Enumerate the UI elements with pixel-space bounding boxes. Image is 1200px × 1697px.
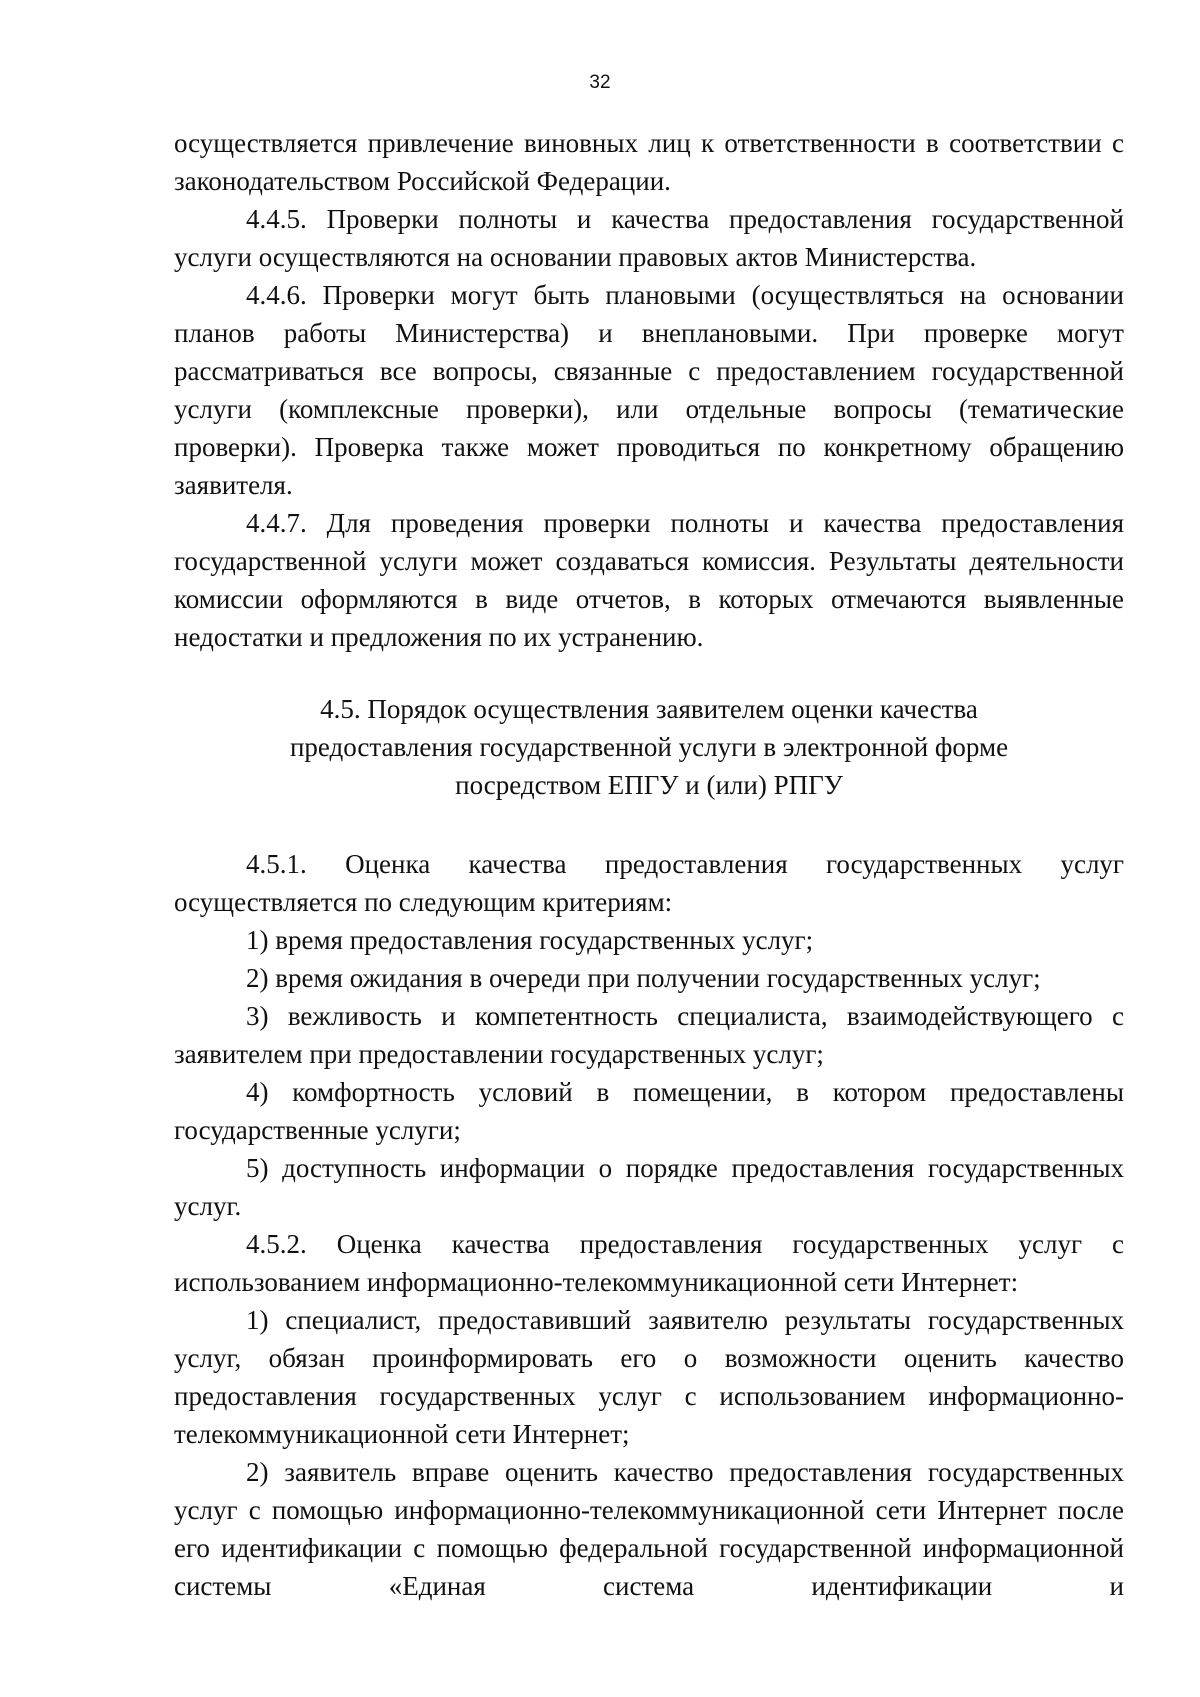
internet-item: 2) заявитель вправе оценить качество предоставления государственных услуг с помощью информационно-телекоммуникационной сети Интернет после его идентификации с помощью федеральной государственной информационной системы «Единая система идентификации и	[174, 1457, 1124, 1601]
criteria-item: 3) вежливость и компетентность специалиста, взаимодействующего с заявителем при предоставлении государственных услуг;	[174, 1001, 1124, 1069]
paragraph-4-4-7: 4.4.7. Для проведения проверки полноты и качества предоставления государственной услуги может создаваться комиссия. Результаты деятельности комиссии оформляются в виде отчетов, в которых отмечаются выявленные недостатки и предложения по их устранению.	[174, 508, 1124, 652]
document-body	[174, 124, 1124, 1605]
page-number: 32	[589, 72, 611, 93]
section-heading-4-5	[174, 690, 1124, 804]
section-heading-line: предоставления государственной услуги в электронной форме	[289, 732, 1009, 762]
criteria-item: 1) время предоставления государственных услуг;	[246, 925, 814, 955]
paragraph-continuation: осуществляется привлечение виновных лиц к ответственности в соответствии с законодательством Российской Федерации.	[174, 128, 1124, 196]
paragraph-4-4-5: 4.4.5. Проверки полноты и качества предоставления государственной услуги осуществляются на основании правовых актов Министерства.	[174, 204, 1124, 272]
criteria-item: 5) доступность информации о порядке предоставления государственных услуг.	[174, 1153, 1124, 1221]
paragraph-4-5-1: 4.5.1. Оценка качества предоставления государственных услуг осуществляется по следующим критериям:	[174, 849, 1124, 917]
paragraph-4-5-2: 4.5.2. Оценка качества предоставления государственных услуг с использованием информационно-телекоммуникационной сети Интернет:	[174, 1229, 1124, 1297]
section-heading-line: посредством ЕПГУ и (или) РПГУ	[455, 770, 843, 800]
criteria-item: 2) время ожидания в очереди при получении государственных услуг;	[246, 963, 1041, 993]
criteria-item: 4) комфортность условий в помещении, в котором предоставлены государственные услуги;	[174, 1077, 1124, 1145]
paragraph-4-4-6: 4.4.6. Проверки могут быть плановыми (осуществляться на основании планов работы Министерства) и внеплановыми. При проверке могут рассматриваться все вопросы, связанные с предоставлением государственной услуги (комплексные проверки), или отдельные вопросы (тематические проверки). Проверка также может проводиться по конкретному обращению заявителя.	[174, 280, 1124, 500]
internet-item: 1) специалист, предоставивший заявителю результаты государственных услуг, обязан проинформировать его о возможности оценить качество предоставления государственных услуг с использованием информационно-телекоммуникационной сети Интернет;	[174, 1305, 1124, 1449]
section-heading-line: 4.5. Порядок осуществления заявителем оценки качества	[320, 694, 978, 724]
